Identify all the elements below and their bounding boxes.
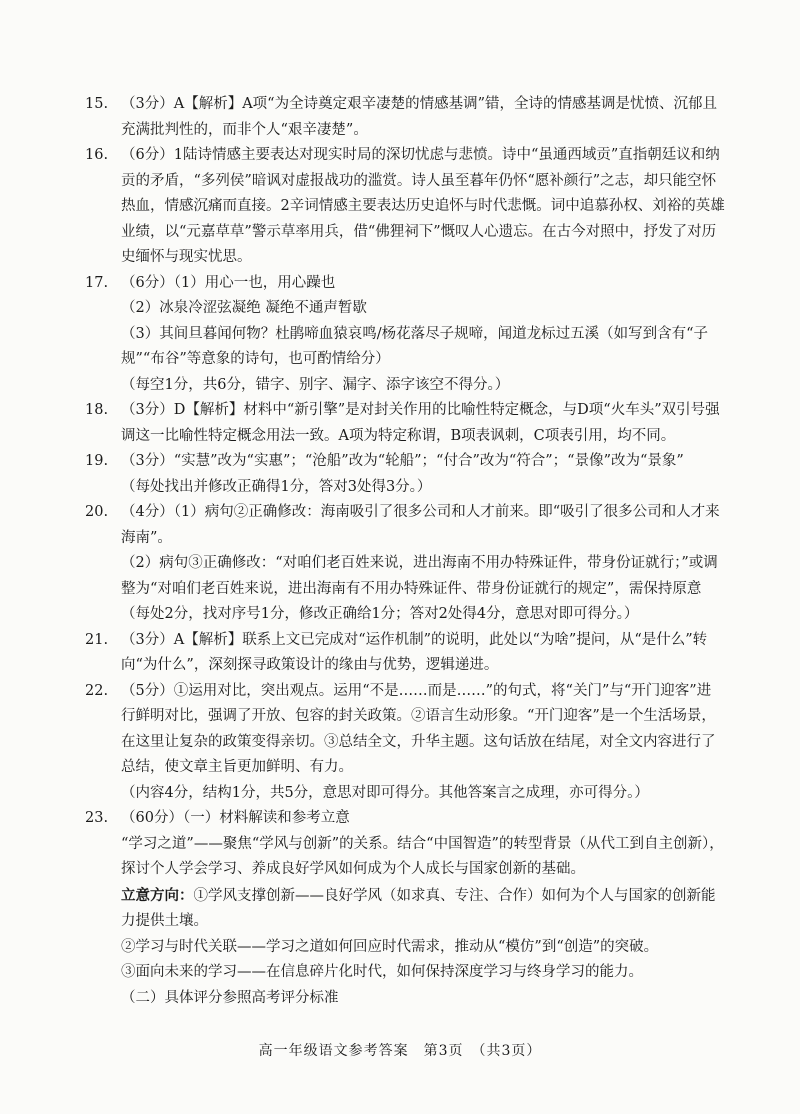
answer-item-16: [85, 143, 725, 271]
answer-text: （2）冰泉冷涩弦凝绝 凝绝不通声暂歇: [121, 300, 367, 316]
item-number: 18.: [85, 402, 109, 418]
answer-item-17: [85, 271, 725, 399]
answer-text: （3分）“实慧”改为“实惠”；“沧船”改为“轮船”；“付合”改为“符合”；“景像”改为“景象”: [121, 453, 684, 469]
answer-text: （6分）（1）用心一也，用心躁也: [121, 274, 336, 291]
answer-item-21: [85, 628, 725, 679]
item-number: 16.: [85, 147, 109, 163]
item-number: 20.: [85, 504, 109, 520]
answer-sheet: [85, 92, 725, 1011]
answer-text: （2）病句③正确修改：“对咱们老百姓来说，进出海南不用办特殊证件，带身份证就行；”或调整为“对咱们老百姓来说，进出海南有不用办特殊证件、带身份证就行的规定”，需保持原意: [121, 555, 718, 597]
section-heading: （60分）（一）材料解读和参考立意: [121, 810, 350, 826]
answer-text: （4分）（1）病句②正确修改：海南吸引了很多公司和人才前来。即“吸引了很多公司和人才来海南”。: [121, 504, 720, 546]
lead-text: ①学风支撑创新——良好学风（如求真、专注、合作）如何为个人与国家的创新能力提供土壤。: [121, 887, 716, 929]
scoring-note: （内容4分，结构1分，共5分，意思对即可得分。其他答案言之成理，亦可得分。）: [121, 784, 649, 801]
answer-text: （3分）A【解析】联系上文已完成对“运作机制”的说明，此处以“为啥”提问，从“是什么”转向“为什么”，深刻探寻政策设计的缘由与优势，逻辑递进。: [121, 631, 708, 673]
answer-text: （3）其间旦暮闻何物？杜鹃啼血猿哀鸣/杨花落尽子规啼，闻道龙标过五溪（如写到含有“子规”“布谷”等意象的诗句，也可酌情给分）: [121, 325, 709, 367]
answer-item-22: [85, 679, 725, 807]
answer-text: ③面向未来的学习——在信息碎片化时代，如何保持深度学习与终身学习的能力。: [121, 964, 643, 980]
item-number: 19.: [85, 453, 109, 469]
answer-item-20: [85, 500, 725, 628]
answer-text: （3分）D【解析】材料中“新引擎”是对封关作用的比喻性特定概念，与D项“火车头”双引号强调这一比喻性特定概念用法一致。A项为特定称谓，B项表讽刺，C项表引用，均不同。: [121, 402, 720, 444]
lead-label: 立意方向：: [121, 886, 194, 904]
scoring-note: （每处2分，找对序号1分，修改正确给1分；答对2处得4分，意思对即可得分。）: [121, 606, 639, 622]
item-number: 21.: [85, 631, 109, 648]
item-number: 22.: [85, 682, 109, 699]
answer-item-15: [85, 92, 725, 143]
answer-text: “学习之道”——聚焦“学风与创新”的关系。结合“中国智造”的转型背景（从代工到自主创新），探讨个人学会学习、养成良好学风如何成为个人成长与国家创新的基础。: [121, 835, 724, 877]
answer-item-19: [85, 449, 725, 500]
answer-text: [121, 883, 725, 935]
answer-item-18: [85, 398, 725, 449]
scoring-note: （每空1分，共6分，错字、别字、漏字、添字该空不得分。）: [121, 376, 510, 393]
answer-item-23: [85, 806, 725, 1011]
page-footer: 高一年级语文参考答案 第3页 （共3页）: [258, 1043, 542, 1059]
item-number: 15.: [85, 96, 109, 112]
answer-text: （5分）①运用对比，突出观点。运用“不是……而是……”的句式，将“关门”与“开门迎客”进行鲜明对比，强调了开放、包容的封关政策。②语言生动形象。“开门迎客”是一个生活场景，在这里让复杂的政策变得亲切。③总结全文，升华主题。这句话放在结尾，对全文内容进行了总结，使文章主旨更加鲜明、有力。: [121, 682, 716, 775]
item-number: 23.: [85, 810, 109, 826]
answer-text: （3分）A【解析】A项“为全诗奠定艰辛凄楚的情感基调”错，全诗的情感基调是忧愤、沉郁且充满批判性的，而非个人“艰辛凄楚”。: [121, 96, 717, 138]
item-number: 17.: [85, 274, 109, 291]
answer-text: （6分）1陆诗情感主要表达对现实时局的深切忧虑与悲愤。诗中“虽通西域贡”直指朝廷议和纳贡的矛盾，“多列侯”暗讽对虚报战功的滥赏。诗人虽至暮年仍怀“愿补颜行”之志，却只能空怀热血，情感沉痛而直接。2辛词情感主要表达历史追怀与时代悲慨。词中追慕孙权、刘裕的英雄业绩，以“元嘉草草”警示草率用兵，借“佛狸祠下”慨叹人心遗忘。在古今对照中，抒发了对历史缅怀与现实忧思。: [121, 147, 725, 265]
answer-text: ②学习与时代关联——学习之道如何回应时代需求，推动从“模仿”到“创造”的突破。: [121, 938, 659, 955]
scoring-note: （每处找出并修改正确得1分，答对3处得3分。）: [121, 478, 432, 495]
section-heading: （二）具体评分参照高考评分标准: [121, 989, 339, 1006]
